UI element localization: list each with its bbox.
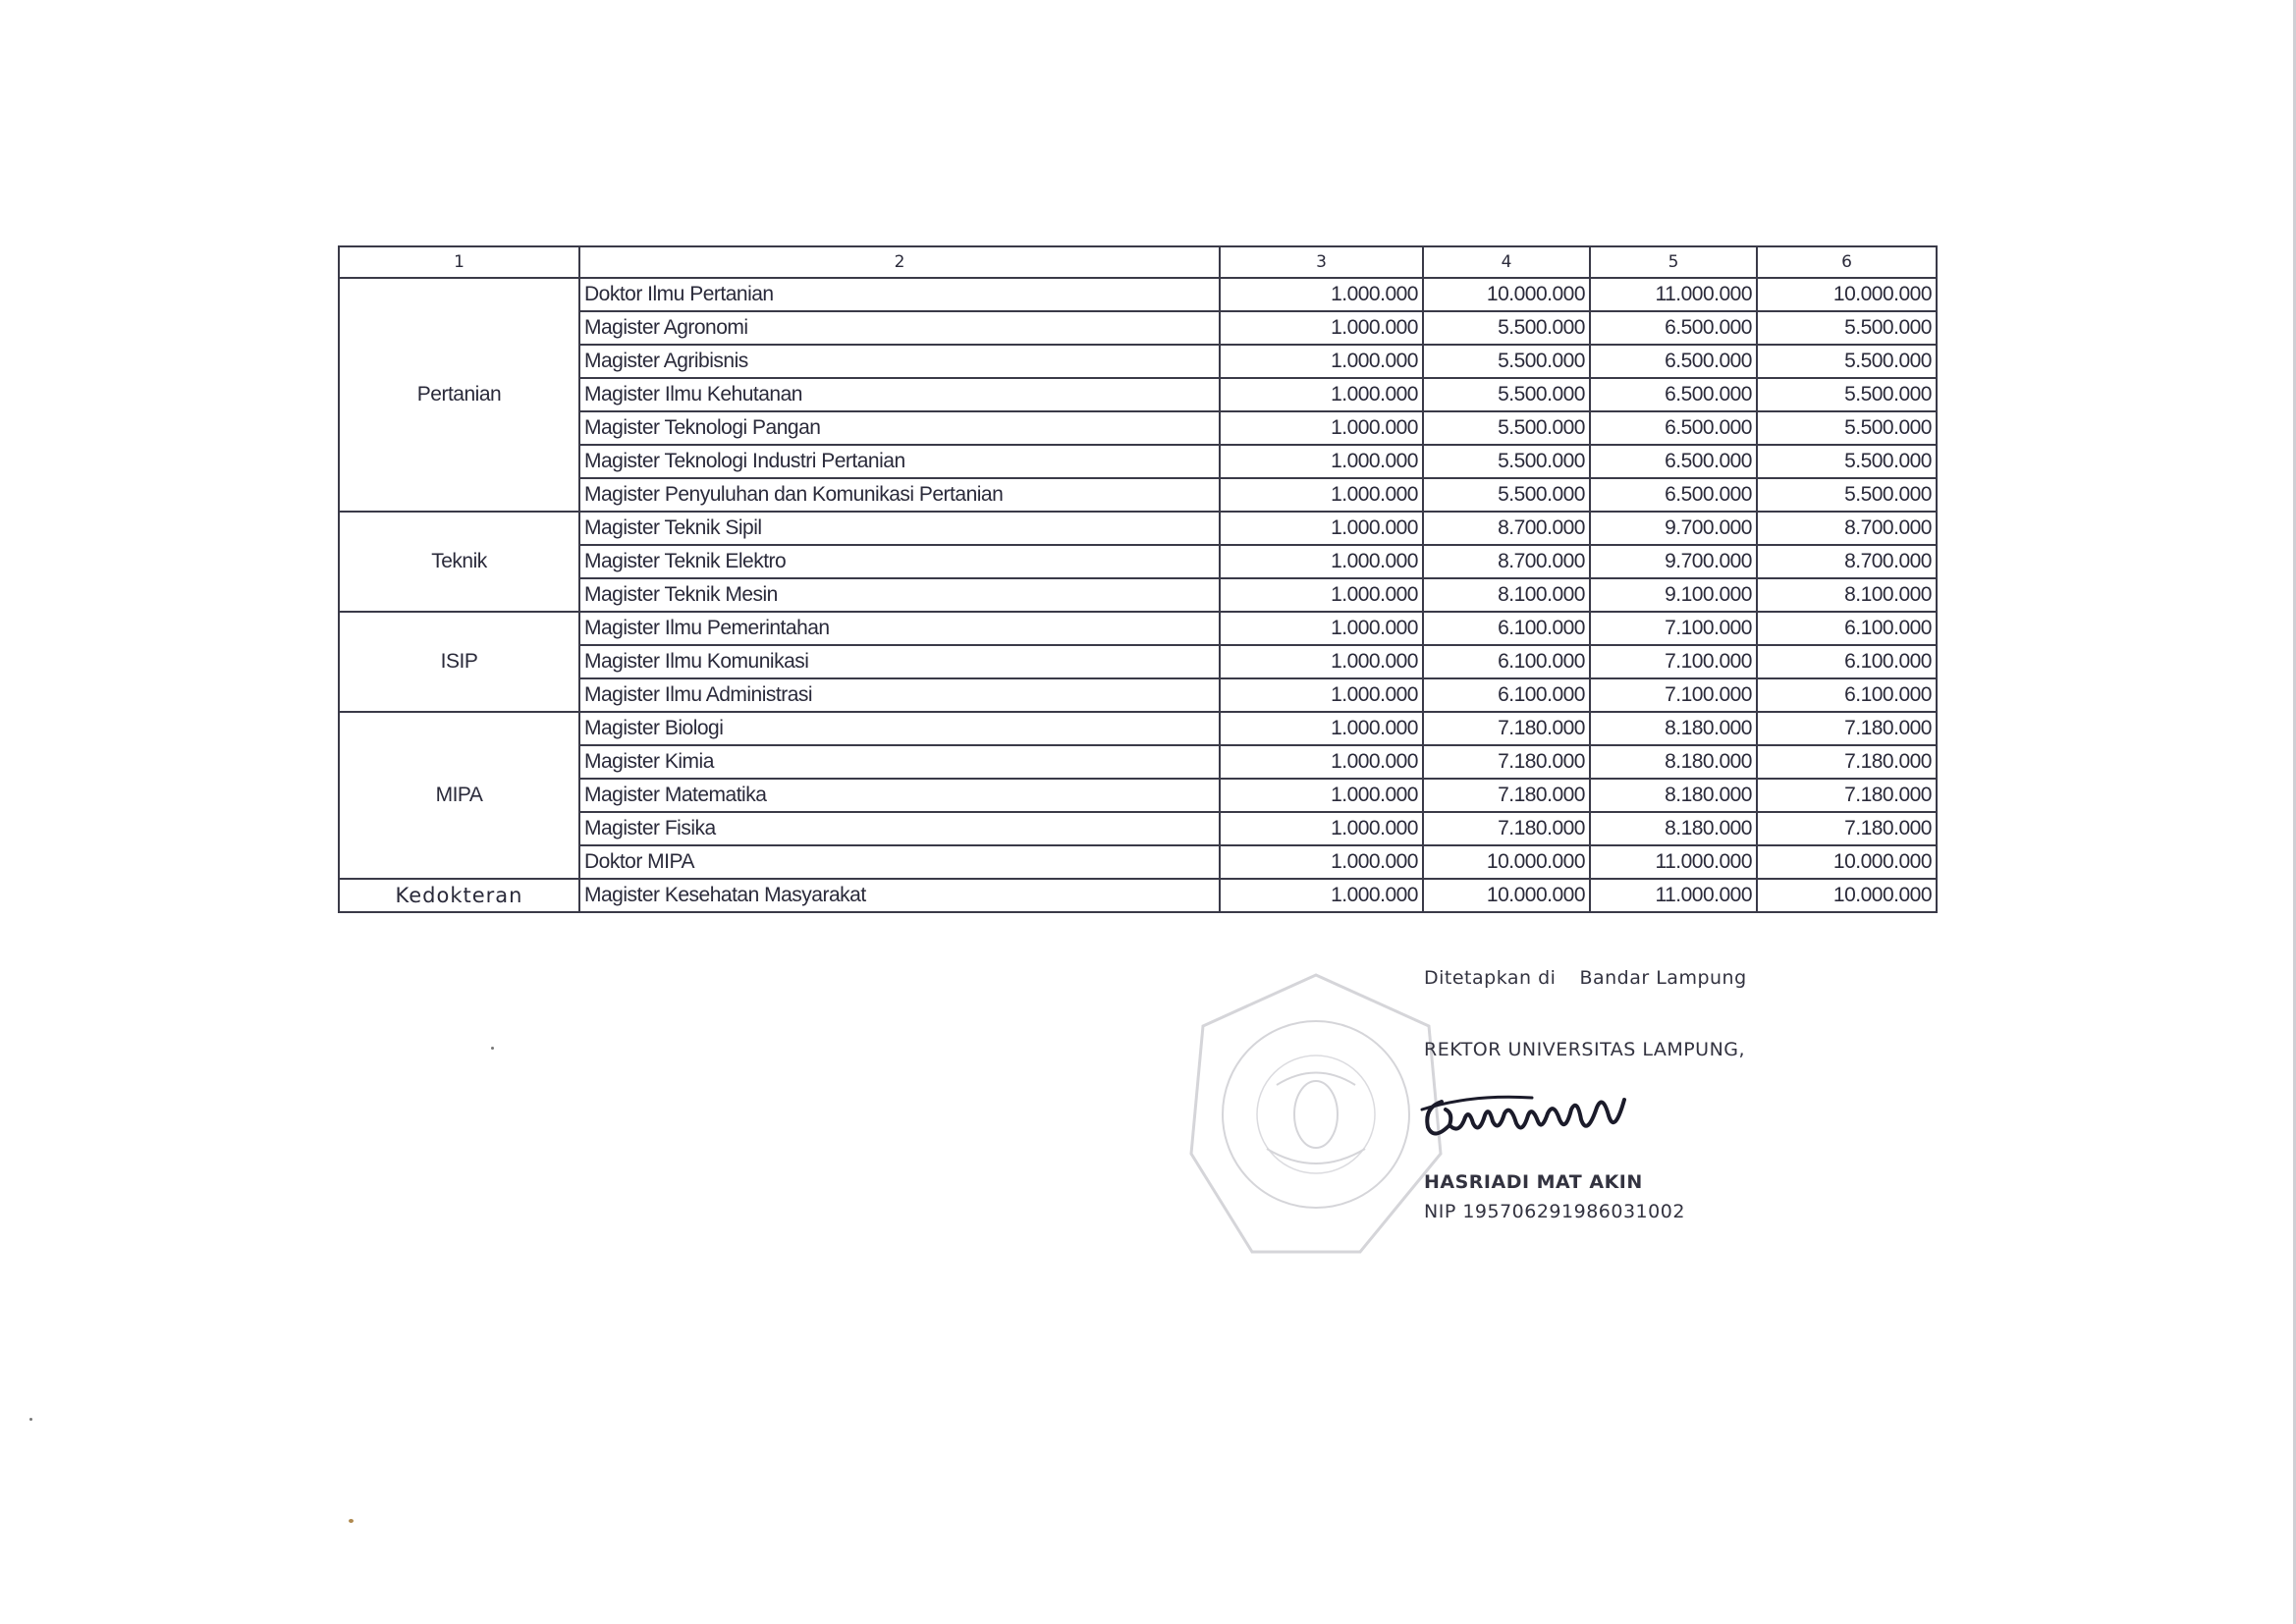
scan-speck <box>29 1418 32 1421</box>
column-header: 1 <box>339 246 579 278</box>
place-value: Bandar Lampung <box>1579 967 1747 989</box>
program-cell: Magister Ilmu Komunikasi <box>579 645 1220 678</box>
table-row <box>339 311 1937 345</box>
amount-cell-c5: 6.500.000 <box>1590 478 1757 512</box>
amount-cell-c4: 10.000.000 <box>1423 278 1590 311</box>
column-header: 2 <box>579 246 1220 278</box>
amount-cell-c5: 11.000.000 <box>1590 845 1757 879</box>
amount-cell-c3: 1.000.000 <box>1220 845 1423 879</box>
amount-cell-c4: 5.500.000 <box>1423 378 1590 411</box>
amount-cell-c3: 1.000.000 <box>1220 712 1423 745</box>
amount-cell-c4: 5.500.000 <box>1423 411 1590 445</box>
amount-cell-c4: 8.700.000 <box>1423 512 1590 545</box>
amount-cell-c5: 6.500.000 <box>1590 411 1757 445</box>
amount-cell-c3: 1.000.000 <box>1220 645 1423 678</box>
amount-cell-c3: 1.000.000 <box>1220 445 1423 478</box>
faculty-cell: ISIP <box>339 612 579 712</box>
amount-cell-c4: 6.100.000 <box>1423 645 1590 678</box>
amount-cell-c3: 1.000.000 <box>1220 678 1423 712</box>
table-row <box>339 779 1937 812</box>
amount-cell-c6: 6.100.000 <box>1757 612 1937 645</box>
faculty-cell: Pertanian <box>339 278 579 512</box>
amount-cell-c6: 8.700.000 <box>1757 545 1937 578</box>
amount-cell-c6: 8.100.000 <box>1757 578 1937 612</box>
program-cell: Magister Teknologi Pangan <box>579 411 1220 445</box>
amount-cell-c5: 9.700.000 <box>1590 512 1757 545</box>
amount-cell-c5: 6.500.000 <box>1590 311 1757 345</box>
amount-cell-c5: 7.100.000 <box>1590 678 1757 712</box>
table-row <box>339 478 1937 512</box>
amount-cell-c4: 6.100.000 <box>1423 612 1590 645</box>
table-row <box>339 879 1937 912</box>
column-header: 6 <box>1757 246 1937 278</box>
amount-cell-c5: 7.100.000 <box>1590 612 1757 645</box>
scan-speck <box>349 1519 354 1523</box>
amount-cell-c4: 10.000.000 <box>1423 845 1590 879</box>
signatory-name: HASRIADI MAT AKIN <box>1424 1171 1643 1193</box>
amount-cell-c5: 11.000.000 <box>1590 278 1757 311</box>
amount-cell-c6: 7.180.000 <box>1757 745 1937 779</box>
amount-cell-c4: 5.500.000 <box>1423 311 1590 345</box>
program-cell: Magister Fisika <box>579 812 1220 845</box>
column-header: 5 <box>1590 246 1757 278</box>
program-cell: Magister Kesehatan Masyarakat <box>579 879 1220 912</box>
program-cell: Magister Biologi <box>579 712 1220 745</box>
amount-cell-c4: 7.180.000 <box>1423 812 1590 845</box>
program-cell: Magister Penyuluhan dan Komunikasi Pertanian <box>579 478 1220 512</box>
program-cell: Magister Agronomi <box>579 311 1220 345</box>
amount-cell-c5: 6.500.000 <box>1590 378 1757 411</box>
scan-speck <box>491 1047 494 1050</box>
program-cell: Magister Kimia <box>579 745 1220 779</box>
column-header: 4 <box>1423 246 1590 278</box>
table-row <box>339 745 1937 779</box>
table-row <box>339 345 1937 378</box>
amount-cell-c3: 1.000.000 <box>1220 879 1423 912</box>
amount-cell-c5: 9.100.000 <box>1590 578 1757 612</box>
program-cell: Magister Teknik Elektro <box>579 545 1220 578</box>
amount-cell-c3: 1.000.000 <box>1220 378 1423 411</box>
amount-cell-c3: 1.000.000 <box>1220 411 1423 445</box>
table-row <box>339 812 1937 845</box>
amount-cell-c5: 7.100.000 <box>1590 645 1757 678</box>
amount-cell-c4: 6.100.000 <box>1423 678 1590 712</box>
amount-cell-c6: 8.700.000 <box>1757 512 1937 545</box>
signatory-position: REKTOR UNIVERSITAS LAMPUNG, <box>1424 1039 1746 1060</box>
amount-cell-c3: 1.000.000 <box>1220 345 1423 378</box>
amount-cell-c6: 10.000.000 <box>1757 845 1937 879</box>
amount-cell-c6: 7.180.000 <box>1757 712 1937 745</box>
amount-cell-c4: 8.100.000 <box>1423 578 1590 612</box>
table-row <box>339 278 1937 311</box>
table-row <box>339 411 1937 445</box>
amount-cell-c6: 5.500.000 <box>1757 478 1937 512</box>
amount-cell-c5: 6.500.000 <box>1590 445 1757 478</box>
amount-cell-c3: 1.000.000 <box>1220 612 1423 645</box>
amount-cell-c4: 10.000.000 <box>1423 879 1590 912</box>
amount-cell-c6: 6.100.000 <box>1757 645 1937 678</box>
program-cell: Magister Teknik Mesin <box>579 578 1220 612</box>
amount-cell-c6: 7.180.000 <box>1757 779 1937 812</box>
amount-cell-c5: 9.700.000 <box>1590 545 1757 578</box>
university-seal-stamp <box>1183 967 1449 1262</box>
amount-cell-c4: 7.180.000 <box>1423 779 1590 812</box>
amount-cell-c3: 1.000.000 <box>1220 545 1423 578</box>
amount-cell-c6: 7.180.000 <box>1757 812 1937 845</box>
amount-cell-c5: 11.000.000 <box>1590 879 1757 912</box>
table-row <box>339 612 1937 645</box>
amount-cell-c5: 6.500.000 <box>1590 345 1757 378</box>
place-label: Ditetapkan di <box>1424 967 1557 989</box>
faculty-cell: Teknik <box>339 512 579 612</box>
amount-cell-c4: 5.500.000 <box>1423 445 1590 478</box>
program-cell: Magister Teknik Sipil <box>579 512 1220 545</box>
amount-cell-c4: 7.180.000 <box>1423 712 1590 745</box>
program-cell: Magister Ilmu Administrasi <box>579 678 1220 712</box>
faculty-cell: MIPA <box>339 712 579 879</box>
amount-cell-c3: 1.000.000 <box>1220 812 1423 845</box>
amount-cell-c5: 8.180.000 <box>1590 779 1757 812</box>
table-header-row <box>339 246 1937 278</box>
amount-cell-c3: 1.000.000 <box>1220 478 1423 512</box>
amount-cell-c4: 7.180.000 <box>1423 745 1590 779</box>
amount-cell-c3: 1.000.000 <box>1220 278 1423 311</box>
table-row <box>339 712 1937 745</box>
amount-cell-c4: 8.700.000 <box>1423 545 1590 578</box>
program-cell: Magister Matematika <box>579 779 1220 812</box>
amount-cell-c6: 5.500.000 <box>1757 345 1937 378</box>
amount-cell-c6: 6.100.000 <box>1757 678 1937 712</box>
program-cell: Magister Ilmu Kehutanan <box>579 378 1220 411</box>
amount-cell-c3: 1.000.000 <box>1220 311 1423 345</box>
amount-cell-c5: 8.180.000 <box>1590 712 1757 745</box>
table-row <box>339 845 1937 879</box>
column-header: 3 <box>1220 246 1423 278</box>
amount-cell-c6: 5.500.000 <box>1757 378 1937 411</box>
table-row <box>339 578 1937 612</box>
faculty-cell: Kedokteran <box>339 879 579 912</box>
place-of-issue <box>1424 967 1747 989</box>
amount-cell-c5: 8.180.000 <box>1590 812 1757 845</box>
tuition-fee-table <box>338 245 1938 913</box>
amount-cell-c3: 1.000.000 <box>1220 512 1423 545</box>
program-cell: Doktor Ilmu Pertanian <box>579 278 1220 311</box>
amount-cell-c5: 8.180.000 <box>1590 745 1757 779</box>
amount-cell-c6: 10.000.000 <box>1757 278 1937 311</box>
table-row <box>339 645 1937 678</box>
amount-cell-c4: 5.500.000 <box>1423 345 1590 378</box>
table-row <box>339 445 1937 478</box>
amount-cell-c4: 5.500.000 <box>1423 478 1590 512</box>
signatory-nip: NIP 195706291986031002 <box>1424 1201 1685 1222</box>
handwritten-signature <box>1414 1080 1650 1159</box>
table-row <box>339 545 1937 578</box>
amount-cell-c3: 1.000.000 <box>1220 578 1423 612</box>
program-cell: Magister Ilmu Pemerintahan <box>579 612 1220 645</box>
amount-cell-c6: 10.000.000 <box>1757 879 1937 912</box>
amount-cell-c6: 5.500.000 <box>1757 445 1937 478</box>
program-cell: Magister Agribisnis <box>579 345 1220 378</box>
amount-cell-c6: 5.500.000 <box>1757 311 1937 345</box>
amount-cell-c3: 1.000.000 <box>1220 779 1423 812</box>
program-cell: Doktor MIPA <box>579 845 1220 879</box>
table-row <box>339 678 1937 712</box>
table-row <box>339 378 1937 411</box>
program-cell: Magister Teknologi Industri Pertanian <box>579 445 1220 478</box>
amount-cell-c3: 1.000.000 <box>1220 745 1423 779</box>
amount-cell-c6: 5.500.000 <box>1757 411 1937 445</box>
table-row <box>339 512 1937 545</box>
